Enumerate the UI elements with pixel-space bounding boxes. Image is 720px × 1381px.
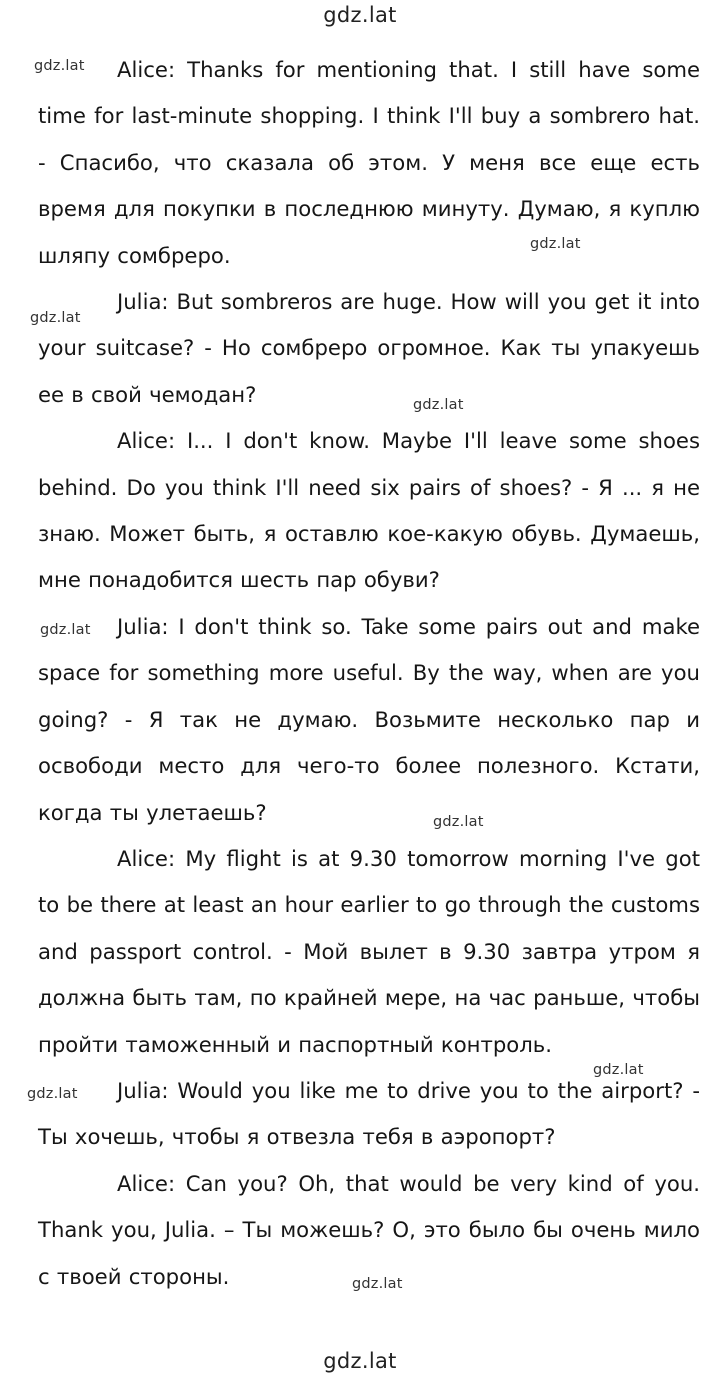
dialogue-line-alice-1: Alice: Thanks for mentioning that. I still have some time for last-minute shopping. I think I'll buy a sombrero hat. - Спасибо, что сказала об этом. У меня все еще есть время для покупки в последнюю минуту. Думаю, я куплю шляпу сомбреро.	[38, 57, 700, 268]
site-footer: gdz.lat	[323, 1349, 397, 1373]
watermark: gdz.lat	[593, 1062, 644, 1078]
dialogue-line-julia-1: Julia: But sombreros are huge. How will you get it into your suitcase? - Но сомбреро огромное. Как ты упакуешь ее в свой чемодан?	[38, 289, 700, 407]
watermark: gdz.lat	[433, 814, 484, 830]
site-header: gdz.lat	[323, 3, 397, 27]
watermark: gdz.lat	[34, 58, 85, 74]
watermark: gdz.lat	[30, 310, 81, 326]
watermark: gdz.lat	[530, 236, 581, 252]
dialogue-text	[38, 47, 700, 1300]
watermark: gdz.lat	[27, 1086, 78, 1102]
watermark: gdz.lat	[40, 622, 91, 638]
dialogue-line-alice-2: Alice: I... I don't know. Maybe I'll leave some shoes behind. Do you think I'll need six pairs of shoes? - Я ... я не знаю. Может быть, я оставлю кое-какую обувь. Думаешь, мне понадобится шесть пар обуви?	[38, 428, 700, 593]
dialogue-line-alice-3: Alice: My flight is at 9.30 tomorrow morning I've got to be there at least an hour earlier to go through the customs and passport control. - Мой вылет в 9.30 завтра утром я должна быть там, по крайней мере, на час раньше, чтобы пройти таможенный и паспортный контроль.	[38, 845, 700, 1057]
watermark: gdz.lat	[352, 1276, 403, 1292]
dialogue-line-julia-2: Julia: I don't think so. Take some pairs out and make space for something more useful. By the way, when are you going? - Я так не думаю. Возьмите несколько пар и освободи место для чего-то более полезного. Кстати, когда ты улетаешь?	[38, 613, 700, 825]
dialogue-line-alice-4: Alice: Can you? Oh, that would be very kind of you. Thank you, Julia. – Ты можешь? О, это было бы очень мило с твоей стороны.	[38, 1170, 700, 1289]
dialogue-line-julia-3: Julia: Would you like me to drive you to the airport? - Ты хочешь, чтобы я отвезла тебя в аэропорт?	[38, 1077, 700, 1150]
watermark: gdz.lat	[413, 397, 464, 413]
